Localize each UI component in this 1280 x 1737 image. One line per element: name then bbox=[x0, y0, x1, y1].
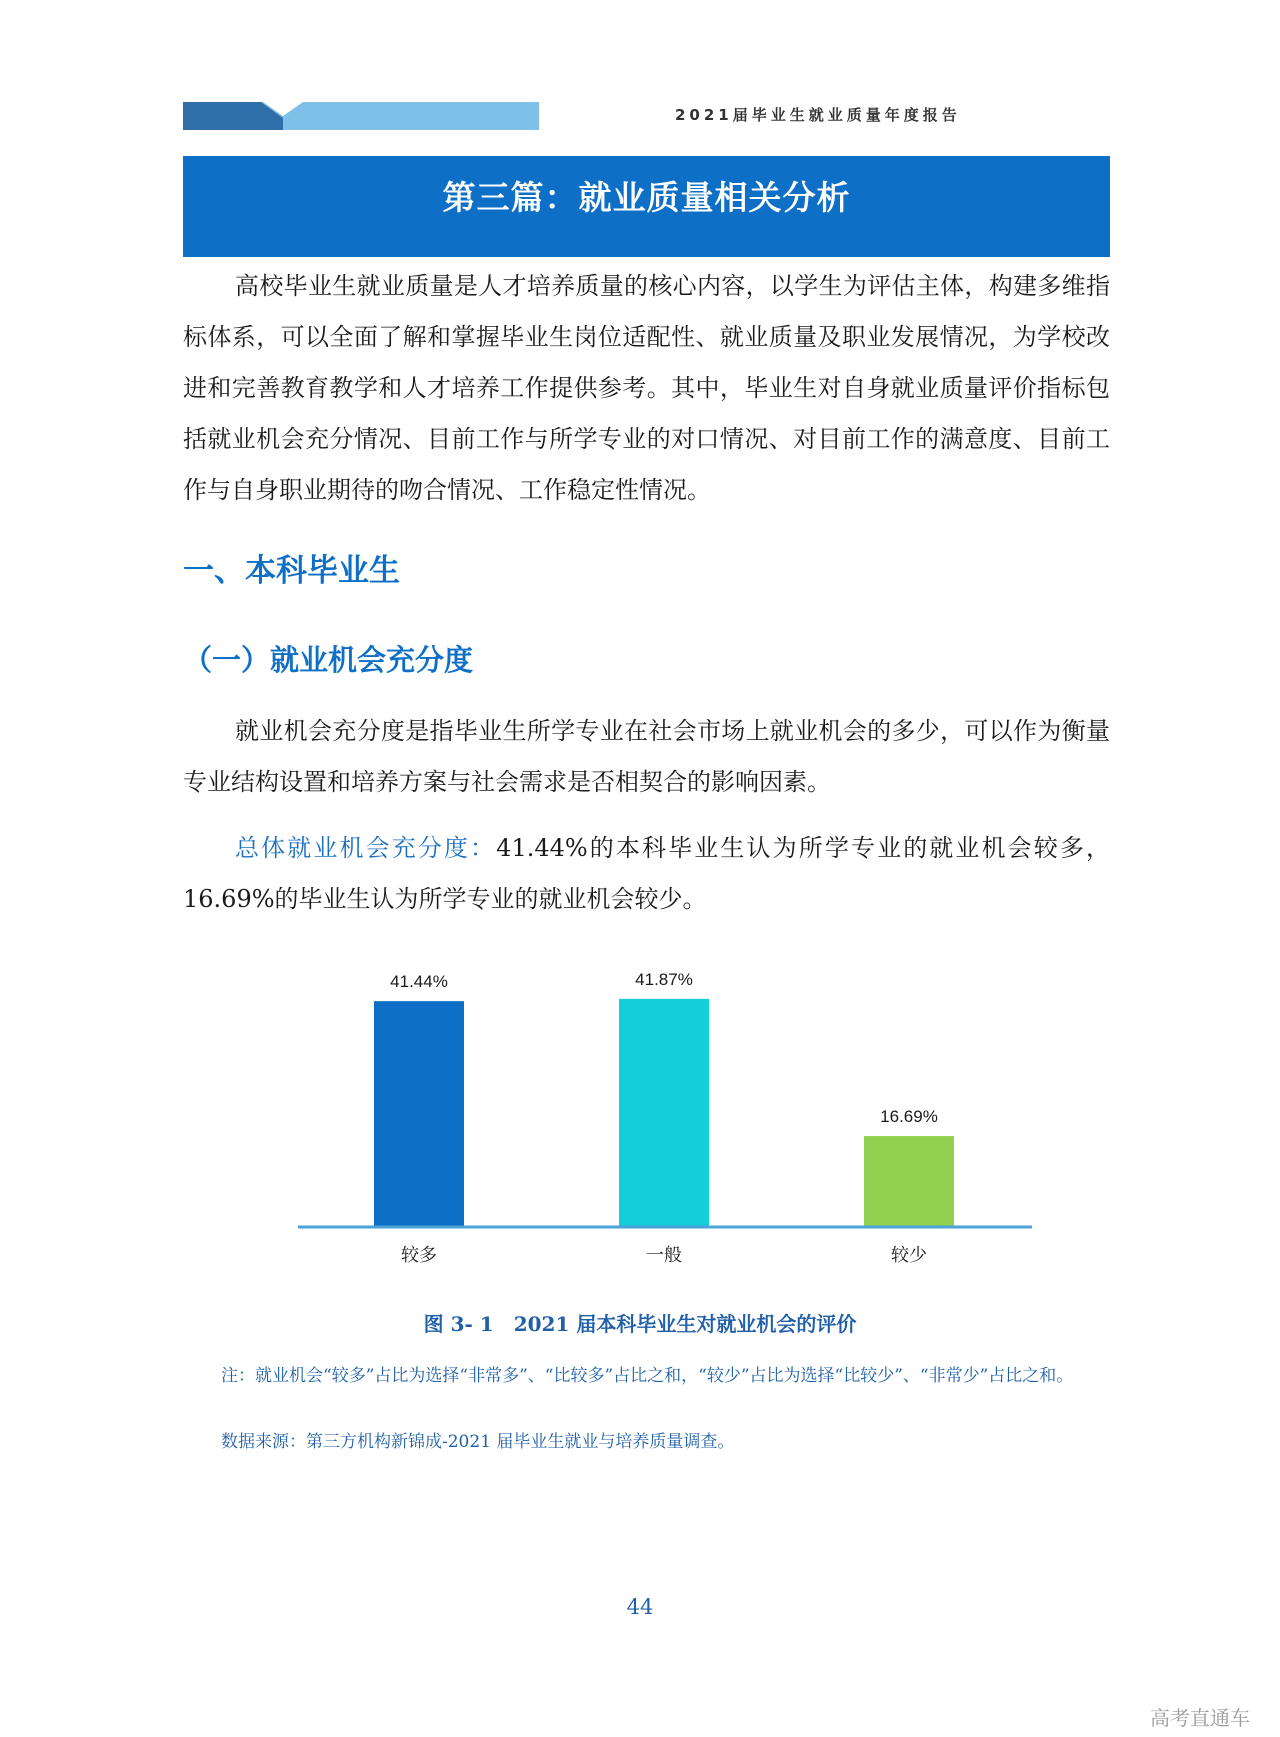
header-logo-band bbox=[183, 102, 539, 130]
employment-opportunity-bar-chart bbox=[290, 965, 1050, 1285]
bar-2 bbox=[619, 999, 709, 1227]
chapter-banner bbox=[183, 156, 1110, 257]
page-number: 44 bbox=[626, 1595, 654, 1619]
bar-3 bbox=[864, 1136, 954, 1227]
figure-caption: 图 3- 1 2021 届本科毕业生对就业机会的评价 bbox=[423, 1312, 857, 1336]
bar-1 bbox=[374, 1001, 464, 1227]
data-source: 数据来源：第三方机构新锦成-2021 届毕业生就业与培养质量调查。 bbox=[221, 1432, 735, 1452]
figure-note: 注：就业机会“较多”占比为选择“非常多”、“比较多”占比之和，“较少”占比为选择“比较少”、“非常少”占比之和。 bbox=[221, 1366, 1074, 1386]
chapter-title: 第三篇：就业质量相关分析 bbox=[442, 178, 851, 217]
summary-paragraph bbox=[183, 823, 1110, 925]
definition-paragraph: 就业机会充分度是指毕业生所学专业在社会市场上就业机会的多少，可以作为衡量专业结构设置和培养方案与社会需求是否相契合的影响因素。 bbox=[183, 717, 1110, 796]
data-label-3: 16.69% bbox=[880, 1107, 938, 1127]
subsection-heading: （一）就业机会充分度 bbox=[183, 643, 474, 677]
section-heading: 一、本科毕业生 bbox=[183, 553, 400, 589]
summary-text: 41.44%的本科毕业生认为所学专业的就业机会较多，16.69%的毕业生认为所学专业的就业机会较少。 bbox=[183, 834, 1111, 913]
category-label-3: 较少 bbox=[891, 1245, 927, 1265]
category-label-1: 较多 bbox=[401, 1245, 437, 1265]
watermark: 高考直通车 bbox=[1150, 1706, 1250, 1730]
report-title: 2021届毕业生就业质量年度报告 bbox=[675, 106, 961, 124]
summary-label: 总体就业机会充分度： bbox=[235, 834, 497, 862]
data-label-1: 41.44% bbox=[390, 972, 448, 992]
intro-paragraph: 高校毕业生就业质量是人才培养质量的核心内容，以学生为评估主体，构建多维指标体系，可以全面了解和掌握毕业生岗位适配性、就业质量及职业发展情况，为学校改进和完善教育教学和人才培养工作提供参考。其中，毕业生对自身就业质量评价指标包括就业机会充分情况、目前工作与所学专业的对口情况、对目前工作的满意度、目前工作与自身职业期待的吻合情况、工作稳定性情况。 bbox=[183, 272, 1110, 504]
category-label-2: 一般 bbox=[646, 1245, 682, 1265]
data-label-2: 41.87% bbox=[635, 969, 693, 989]
